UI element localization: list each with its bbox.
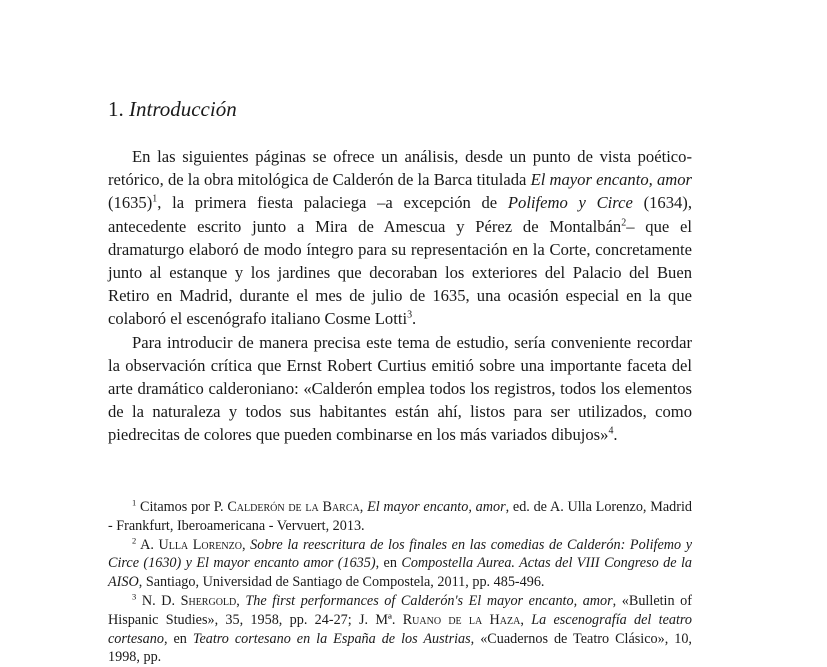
work-title: The first performances of Calderón's El mayor encanto, amor (245, 592, 613, 609)
text-run: , en (375, 555, 402, 572)
work-title: Sobre la reescritura de los finales en las comedias de Calderón: Polifemo y Circe (1630) y El mayor encanto amor (1635) (108, 536, 693, 572)
text-run: – que el dramaturgo elaboró de modo íntegro para su representación en la Corte, concretamente junto al estanque y los jardines que decoraban los exteriores del Palacio del Buen Retiro en Madrid, durante el mes de julio de 1635, una ocasión especial en la que colaboró el escenógrafo italiano Cosme Lotti (108, 216, 693, 329)
footnote-1 (108, 498, 692, 536)
body-text (108, 145, 692, 447)
text-run: Para introducir de manera precisa este tema de estudio, sería conveniente recordar la observación crítica que Ernst Robert Curtius emitió sobre una importante faceta del arte dramático calderoniano: «Calderón emplea todos los registros, todos los elementos de la naturaleza y todos sus habitantes están ahí, listos para ser utilizados, como piedrecitas de colores que pueden combinarse en los más variados dibujos» (108, 332, 692, 445)
footnote-number: 1 (132, 497, 137, 508)
paragraph-2 (108, 331, 692, 447)
text-run: A. (136, 536, 159, 553)
text-run: , «Bulletin of Hispanic Studies», 35, 1958, pp. 24-27; J. Mª. (108, 592, 692, 628)
text-run: , la primera fiesta palaciega –a excepción de (157, 193, 508, 213)
footnote-number: 3 (132, 591, 137, 602)
work-title: Compostella Aurea. Actas del VIII Congreso de la AISO (108, 555, 692, 591)
author-name: Shergold (180, 592, 237, 609)
text-run: , ed. de A. Ulla Lorenzo, Madrid - Frankfurt, Iberoamericana - Vervuert, 2013. (108, 499, 693, 534)
text-run: (1634), antecedente escrito junto a Mira de Amescua y Pérez de Montalbán (108, 193, 692, 236)
footnote-ref-2[interactable]: 2 (621, 217, 627, 229)
footnote-ref-3[interactable]: 3 (407, 309, 413, 321)
text-run: , (520, 611, 532, 628)
text-run: (1635) (108, 193, 153, 213)
work-title: El mayor encanto, amor (530, 170, 693, 190)
text-run: N. D. (136, 592, 181, 609)
text-run: , Santiago, Universidad de Santiago de Compostela, 2011, pp. 485-496. (138, 574, 545, 591)
text-run: En las siguientes páginas se ofrece un análisis, desde un punto de vista poético-retórico, de la obra mitológica de Calderón de la Barca titulada (108, 147, 692, 190)
text-run: . (613, 425, 618, 445)
text-run: , (359, 499, 368, 515)
paragraph-1 (108, 145, 692, 331)
text-run: , «Cuadernos de Teatro Clásico», 10, 1998, pp. (108, 630, 692, 666)
section-number: 1. (108, 97, 124, 121)
author-name: Ruano de la Haza (402, 611, 521, 628)
text-run: , (241, 536, 251, 553)
text-run: , (236, 592, 246, 609)
text-run: . (412, 309, 417, 329)
work-title: Polifemo y Circe (507, 193, 633, 213)
section-heading (108, 96, 237, 122)
footnote-ref-4[interactable]: 4 (608, 425, 614, 437)
section-title: Introducción (129, 97, 237, 121)
footnote-number: 2 (132, 534, 137, 545)
author-name: Ulla Lorenzo (158, 536, 242, 553)
footnote-ref-1[interactable]: 1 (152, 193, 158, 205)
work-title: El mayor encanto, amor (367, 499, 506, 515)
text-run: , en (163, 630, 193, 647)
author-name: Calderón de la Barca (227, 499, 360, 515)
footnotes (108, 498, 692, 667)
work-title: Teatro cortesano en la España de los Austrias (192, 630, 471, 647)
footnote-2 (108, 536, 692, 592)
work-title: La escenografía del teatro cortesano (108, 611, 692, 647)
text-run: Citamos por P. (136, 499, 228, 515)
footnote-3 (108, 592, 692, 667)
